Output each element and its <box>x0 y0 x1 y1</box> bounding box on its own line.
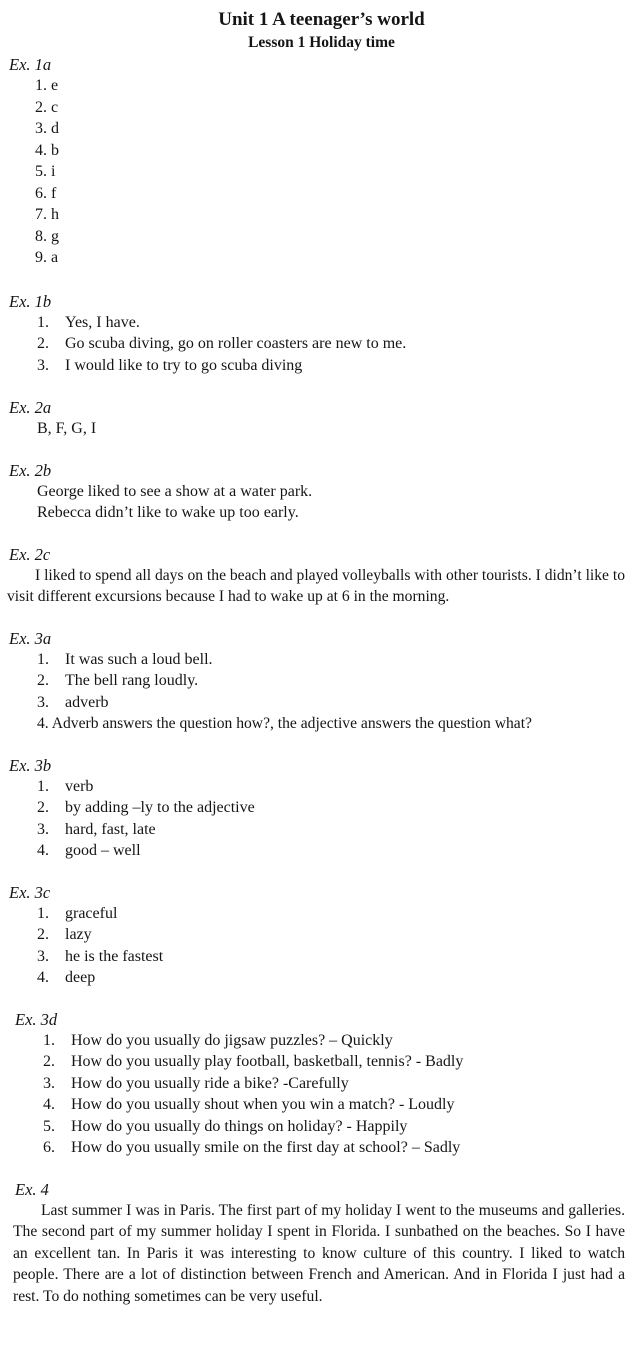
list-item: 3. I would like to try to go scuba diving <box>37 356 303 374</box>
ex-3c-list <box>9 903 643 989</box>
list-item: 3. hard, fast, late <box>37 820 156 838</box>
ex-2b-label: Ex. 2b <box>9 460 52 480</box>
ex-2b-line-1: George liked to see a show at a water park. <box>37 482 313 500</box>
list-item: 8. g <box>35 227 59 245</box>
ex-3d-label: Ex. 3d <box>15 1009 58 1029</box>
ex-3a-list <box>9 649 625 714</box>
ex-3d-list <box>15 1030 643 1159</box>
list-item: 1. e <box>35 77 59 94</box>
ex-2c-paragraph: I liked to spend all days on the beach and played volleyballs with other tourists. I didn’t like to visit different excursions because I had to wake up at 6 in the morning. <box>7 566 625 605</box>
list-item: 2. c <box>35 98 59 116</box>
ex-3a-item-4: 4. Adverb answers the question how?, the adjective answers the question what? <box>37 715 532 732</box>
list-item: 3. How do you usually ride a bike? -Carefully <box>43 1074 349 1092</box>
ex-1b-list <box>9 312 643 377</box>
list-item: 3. d <box>35 120 59 137</box>
list-item: 1. How do you usually do jigsaw puzzles? – Quickly <box>43 1031 393 1049</box>
ex-2a-answer: B, F, G, I <box>37 420 97 437</box>
list-item: 1. graceful <box>37 904 118 922</box>
unit-title: Unit 1 A teenager’s world <box>218 9 425 30</box>
ex-2b-line-2: Rebecca didn’t like to wake up too early. <box>37 504 299 521</box>
list-item: 1. verb <box>37 777 94 795</box>
ex-3b-list <box>9 776 643 862</box>
ex-3c-label: Ex. 3c <box>9 882 51 902</box>
list-item: 9. a <box>35 249 59 266</box>
list-item: 2. How do you usually play football, basketball, tennis? - Badly <box>43 1053 464 1070</box>
list-item: 2. The bell rang loudly. <box>37 672 199 689</box>
list-item: 4. deep <box>37 969 96 986</box>
list-item: 1. It was such a loud bell. <box>37 650 213 668</box>
list-item: 4. b <box>35 141 59 159</box>
list-item: 2. by adding –ly to the adjective <box>37 799 255 816</box>
ex-2c-label: Ex. 2c <box>9 544 51 564</box>
list-item: 5. How do you usually do things on holiday? - Happily <box>43 1117 408 1135</box>
ex-1b-label: Ex. 1b <box>9 291 52 311</box>
list-item: 1. Yes, I have. <box>37 313 140 331</box>
ex-1a-label: Ex. 1a <box>9 55 52 74</box>
lesson-title: Lesson 1 Holiday time <box>248 34 395 51</box>
ex-3a-label: Ex. 3a <box>9 628 52 648</box>
list-item: 3. he is the fastest <box>37 947 164 965</box>
ex-1a-list <box>9 75 643 269</box>
list-item: 2. lazy <box>37 926 92 943</box>
ex-2a-label: Ex. 2a <box>9 398 52 417</box>
list-item: 6. f <box>35 184 57 202</box>
list-item: 5. i <box>35 163 56 180</box>
ex-3b-label: Ex. 3b <box>9 755 52 775</box>
list-item: 6. How do you usually smile on the first day at school? – Sadly <box>43 1139 461 1156</box>
list-item: 4. good – well <box>37 842 141 859</box>
ex-4-paragraph: Last summer I was in Paris. The first part of my holiday I went to the museums and galleries. The second part of my summer holiday I spent in Florida. I sunbathed on the beaches. So I have an excellent tan. In Paris it was interesting to know culture of this country. I liked to watch people. There are a lot of distinction between French and American. And in Florida I just had a rest. To do nothing sometimes can be very useful. <box>13 1201 625 1305</box>
list-item: 7. h <box>35 206 59 223</box>
list-item: 2. Go scuba diving, go on roller coasters are new to me. <box>37 335 407 352</box>
ex-4-label: Ex. 4 <box>15 1179 49 1199</box>
list-item: 4. How do you usually shout when you win a match? - Loudly <box>43 1096 455 1113</box>
list-item: 3. adverb <box>37 693 109 711</box>
